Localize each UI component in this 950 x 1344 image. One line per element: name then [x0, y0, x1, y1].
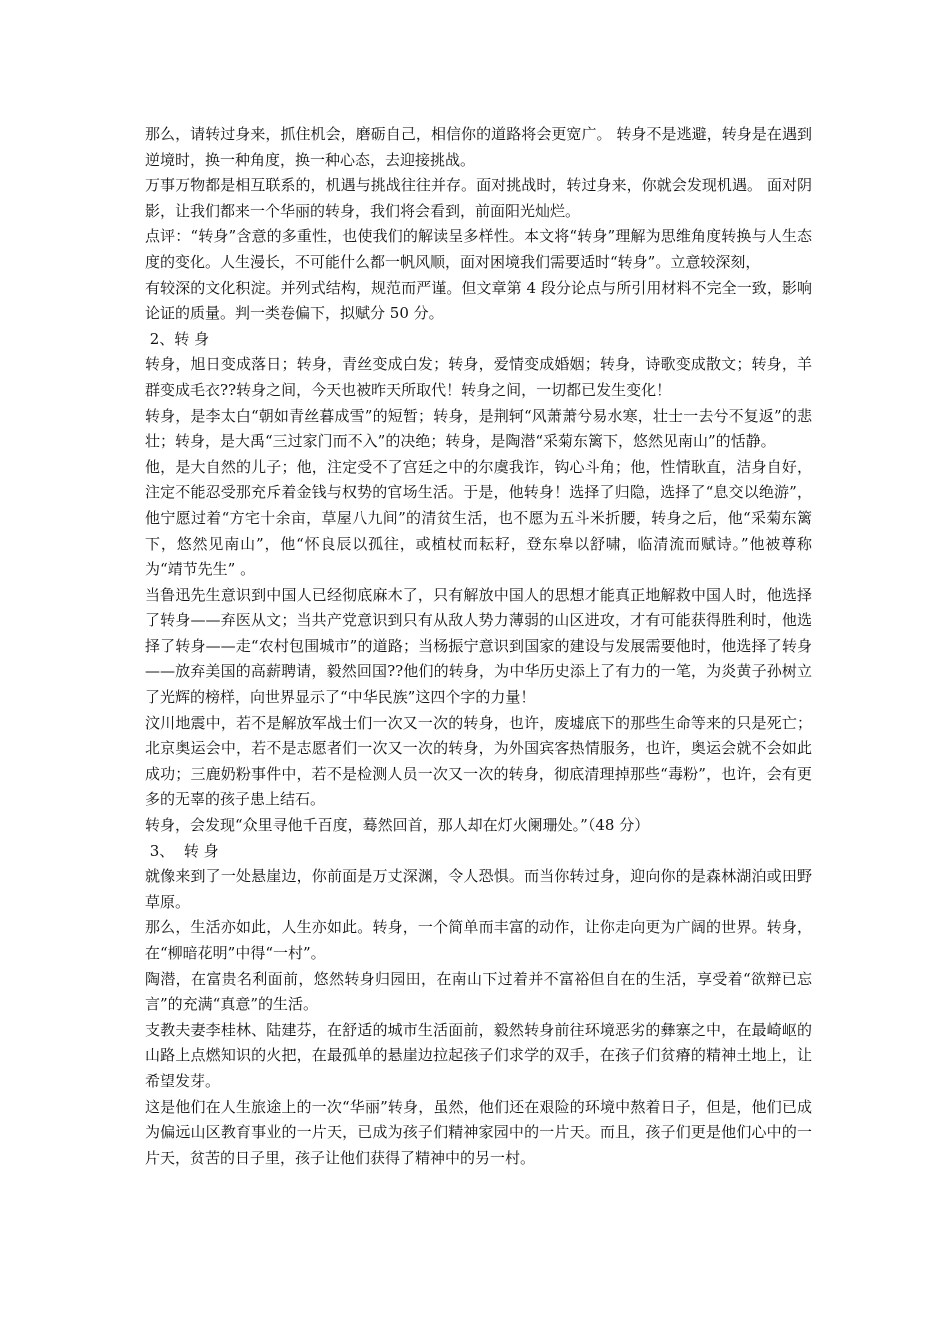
document-body: [145, 122, 812, 1171]
paragraph: 就像来到了一处悬崖边，你前面是万丈深渊，令人恐惧。而当你转过身，迎向你的是森林湖泊或田野草原。: [145, 867, 812, 911]
paragraph: 有较深的文化积淀。并列式结构，规范而严谨。但文章第 4 段分论点与所引用材料不完全一致，影响论证的质量。判一类卷偏下，拟赋分 50 分。: [145, 278, 812, 323]
paragraph: 转身，会发现“众里寻他千百度，蓦然回首，那人却在灯火阑珊处。”（48 分）: [145, 816, 650, 835]
paragraph: 万事万物都是相互联系的，机遇与挑战往往并存。面对挑战时，转过身来，你就会发现机遇。 面对阴影，让我们都来一个华丽的转身，我们将会看到，前面阳光灿烂。: [145, 176, 812, 220]
paragraph: 陶潜，在富贵名利面前，悠然转身归园田，在南山下过着并不富裕但自在的生活，享受着“欲辩已忘言”的充满“真意”的生活。: [145, 969, 812, 1014]
paragraph: 汶川地震中，若不是解放军战士们一次又一次的转身，也许，废墟底下的那些生命等来的只是死亡；北京奥运会中，若不是志愿者们一次又一次的转身，为外国宾客热情服务，也许，奥运会就不会如此成功；三鹿奶粉事件中，若不是检测人员一次又一次的转身，彻底清理掉那些“毒粉”，也许，会有更多的无辜的孩子患上结石。: [145, 713, 812, 809]
paragraph: 这是他们在人生旅途上的一次“华丽”转身，虽然，他们还在艰险的环境中熬着日子，但是，他们已成为偏远山区教育事业的一片天，已成为孩子们精神家园中的一片天。而且，孩子们更是他们心中的一片天，贫苦的日子里，孩子让他们获得了精神中的另一村。: [145, 1097, 812, 1167]
paragraph: 那么，请转过身来，抓住机会，磨砺自己，相信你的道路将会更宽广。 转身不是逃避，转身是在遇到逆境时，换一种角度，换一种心态，去迎接挑战。: [145, 125, 812, 169]
essay-heading-3: 3、 转 身: [145, 841, 219, 860]
review-comment-paragraph: 点评：“转身”含意的多重性，也使我们的解读呈多样性。本文将“转身”理解为思维角度转换与人生态度的变化。人生漫长，不可能什么都一帆风顺，面对困境我们需要适时“转身”。立意较深刻，: [145, 227, 812, 271]
paragraph: 他，是大自然的儿子；他，注定受不了宫廷之中的尔虞我诈，钩心斗角；他，性情耿直，洁身自好，注定不能忍受那充斥着金钱与权势的官场生活。于是，他转身！选择了归隐，选择了“息交以绝游”，他宁愿过着“方宅十余亩，草屋八九间”的清贫生活，也不愿为五斗米折腰，转身之后，他“采菊东篱下，悠然见南山”，他“怀良辰以孤往，或植杖而耘耔，登东皋以舒啸，临清流而赋诗。”他被尊称为“靖节先生” 。: [145, 457, 812, 579]
paragraph: 转身，旭日变成落日；转身，青丝变成白发；转身，爱情变成婚姻；转身，诗歌变成散文；转身，羊群变成毛衣??转身之间，今天也被昨天所取代！转身之间，一切都已发生变化！: [145, 355, 812, 399]
paragraph: 转身，是李太白“朝如青丝暮成雪”的短暂；转身，是荆轲“风萧萧兮易水寒，壮士一去兮不复返”的悲壮；转身，是大禹“三过家门而不入”的决绝；转身，是陶潜“采菊东篱下，悠然见南山”的恬静。: [145, 406, 812, 451]
paragraph: 当鲁迅先生意识到中国人已经彻底麻木了，只有解放中国人的思想才能真正地解救中国人时，他选择了转身——弃医从文；当共产党意识到只有从敌人势力薄弱的山区进攻，才有可能获得胜利时，他选择了转身——走“农村包围城市”的道路；当杨振宁意识到国家的建设与发展需要他时，他选择了转身——放弃美国的高薪聘请，毅然回国??他们的转身，为中华历史添上了有力的一笔，为炎黄子孙树立了光辉的榜样，向世界显示了“中华民族”这四个字的力量！: [145, 585, 812, 707]
paragraph: 那么，生活亦如此，人生亦如此。转身，一个简单而丰富的动作，让你走向更为广阔的世界。转身，在“柳暗花明”中得“一村”。: [145, 918, 812, 962]
paragraph: 支教夫妻李桂林、陆建芬，在舒适的城市生活面前，毅然转身前往环境恶劣的彝寨之中，在最崎岖的山路上点燃知识的火把，在最孤单的悬崖边拉起孩子们求学的双手，在孩子们贫瘠的精神土地上，让希望发芽。: [145, 1020, 812, 1090]
essay-heading-2: 2、转 身: [145, 329, 210, 348]
